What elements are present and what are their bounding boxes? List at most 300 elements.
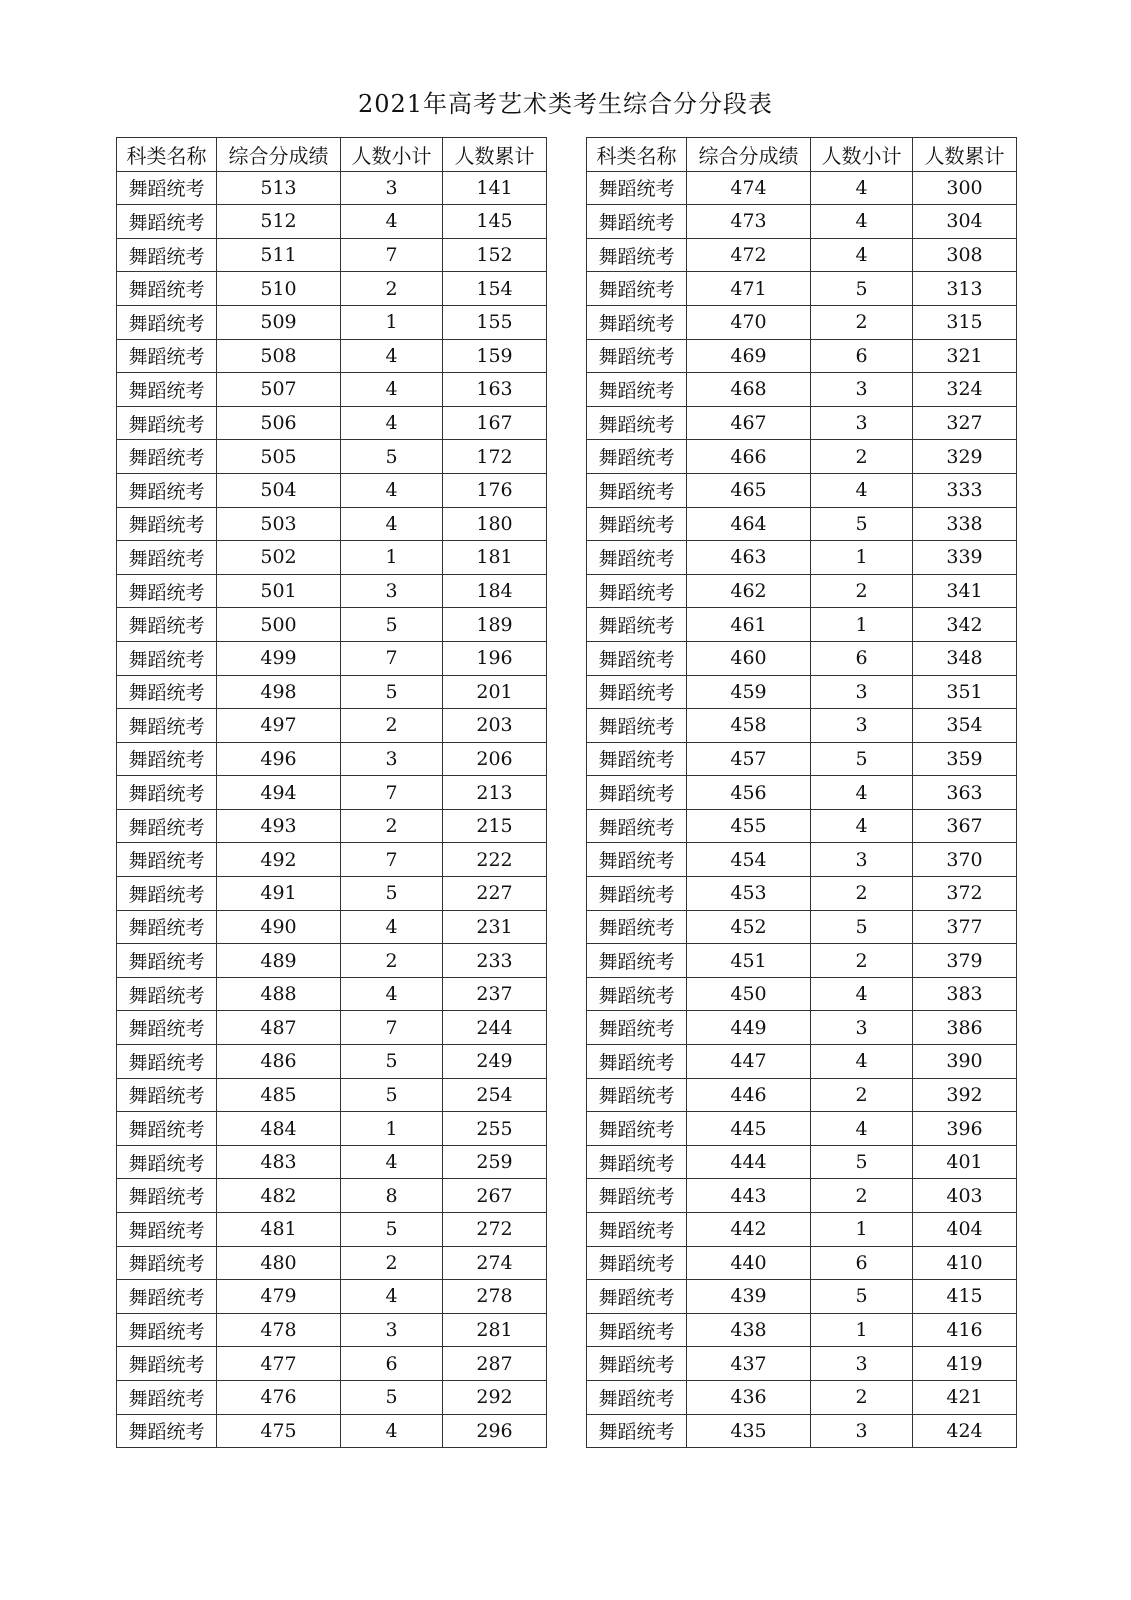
cumulative-cell: 233 <box>443 944 547 978</box>
category-cell: 舞蹈统考 <box>117 843 217 877</box>
score-cell: 455 <box>687 809 811 843</box>
category-cell: 舞蹈统考 <box>117 1380 217 1414</box>
score-cell: 505 <box>217 440 341 474</box>
score-cell: 459 <box>687 675 811 709</box>
category-cell: 舞蹈统考 <box>117 1280 217 1314</box>
table-row <box>587 1045 1017 1079</box>
count-cell: 4 <box>341 1145 443 1179</box>
count-cell: 2 <box>811 877 913 911</box>
category-cell: 舞蹈统考 <box>587 608 687 642</box>
score-cell: 468 <box>687 373 811 407</box>
table-row <box>587 205 1017 239</box>
table-row <box>117 238 547 272</box>
category-cell: 舞蹈统考 <box>117 877 217 911</box>
category-cell: 舞蹈统考 <box>587 1347 687 1381</box>
category-cell: 舞蹈统考 <box>587 272 687 306</box>
category-cell: 舞蹈统考 <box>117 608 217 642</box>
count-cell: 4 <box>811 776 913 810</box>
cumulative-cell: 333 <box>913 473 1017 507</box>
count-cell: 2 <box>341 944 443 978</box>
header-score: 综合分成绩 <box>217 138 341 172</box>
count-cell: 4 <box>811 171 913 205</box>
cumulative-cell: 329 <box>913 440 1017 474</box>
count-cell: 4 <box>811 473 913 507</box>
cumulative-cell: 152 <box>443 238 547 272</box>
cumulative-cell: 304 <box>913 205 1017 239</box>
category-cell: 舞蹈统考 <box>587 641 687 675</box>
score-cell: 445 <box>687 1112 811 1146</box>
header-category: 科类名称 <box>587 138 687 172</box>
cumulative-cell: 342 <box>913 608 1017 642</box>
table-row <box>587 843 1017 877</box>
table-row <box>587 709 1017 743</box>
count-cell: 2 <box>811 440 913 474</box>
table-row <box>587 1313 1017 1347</box>
score-cell: 501 <box>217 574 341 608</box>
score-cell: 443 <box>687 1179 811 1213</box>
category-cell: 舞蹈统考 <box>117 373 217 407</box>
table-row <box>117 709 547 743</box>
table-row <box>587 1011 1017 1045</box>
cumulative-cell: 377 <box>913 910 1017 944</box>
cumulative-cell: 339 <box>913 541 1017 575</box>
table-row <box>587 171 1017 205</box>
count-cell: 2 <box>341 809 443 843</box>
score-cell: 471 <box>687 272 811 306</box>
table-row <box>587 608 1017 642</box>
category-cell: 舞蹈统考 <box>117 1179 217 1213</box>
count-cell: 3 <box>811 406 913 440</box>
table-body-left <box>117 171 547 1448</box>
count-cell: 3 <box>811 843 913 877</box>
score-cell: 452 <box>687 910 811 944</box>
table-row <box>587 1112 1017 1146</box>
table-row <box>117 1011 547 1045</box>
category-cell: 舞蹈统考 <box>117 440 217 474</box>
count-cell: 4 <box>341 507 443 541</box>
score-cell: 438 <box>687 1313 811 1347</box>
count-cell: 7 <box>341 776 443 810</box>
count-cell: 2 <box>811 1380 913 1414</box>
table-row <box>587 1380 1017 1414</box>
table-row <box>587 742 1017 776</box>
cumulative-cell: 184 <box>443 574 547 608</box>
table-row <box>587 1145 1017 1179</box>
count-cell: 4 <box>341 205 443 239</box>
cumulative-cell: 354 <box>913 709 1017 743</box>
count-cell: 2 <box>811 1179 913 1213</box>
score-cell: 486 <box>217 1045 341 1079</box>
score-cell: 493 <box>217 809 341 843</box>
category-cell: 舞蹈统考 <box>117 406 217 440</box>
score-cell: 484 <box>217 1112 341 1146</box>
score-cell: 451 <box>687 944 811 978</box>
count-cell: 5 <box>811 742 913 776</box>
count-cell: 6 <box>341 1347 443 1381</box>
table-row <box>117 406 547 440</box>
category-cell: 舞蹈统考 <box>587 1213 687 1247</box>
table-row <box>587 473 1017 507</box>
category-cell: 舞蹈统考 <box>117 944 217 978</box>
table-row <box>117 1179 547 1213</box>
table-row <box>117 1280 547 1314</box>
cumulative-cell: 379 <box>913 944 1017 978</box>
table-row <box>117 1313 547 1347</box>
count-cell: 5 <box>811 272 913 306</box>
score-cell: 488 <box>217 977 341 1011</box>
cumulative-cell: 404 <box>913 1213 1017 1247</box>
score-cell: 474 <box>687 171 811 205</box>
count-cell: 3 <box>811 373 913 407</box>
table-row <box>117 843 547 877</box>
count-cell: 7 <box>341 1011 443 1045</box>
category-cell: 舞蹈统考 <box>117 1213 217 1247</box>
category-cell: 舞蹈统考 <box>117 205 217 239</box>
score-cell: 446 <box>687 1078 811 1112</box>
count-cell: 8 <box>341 1179 443 1213</box>
score-cell: 473 <box>687 205 811 239</box>
table-row <box>587 877 1017 911</box>
score-cell: 462 <box>687 574 811 608</box>
count-cell: 1 <box>341 305 443 339</box>
score-cell: 487 <box>217 1011 341 1045</box>
table-row <box>587 541 1017 575</box>
cumulative-cell: 278 <box>443 1280 547 1314</box>
count-cell: 1 <box>341 541 443 575</box>
score-cell: 478 <box>217 1313 341 1347</box>
count-cell: 1 <box>811 1313 913 1347</box>
cumulative-cell: 201 <box>443 675 547 709</box>
category-cell: 舞蹈统考 <box>587 1145 687 1179</box>
cumulative-cell: 249 <box>443 1045 547 1079</box>
count-cell: 1 <box>811 608 913 642</box>
cumulative-cell: 155 <box>443 305 547 339</box>
cumulative-cell: 415 <box>913 1280 1017 1314</box>
count-cell: 3 <box>341 742 443 776</box>
cumulative-cell: 424 <box>913 1414 1017 1448</box>
count-cell: 4 <box>341 473 443 507</box>
category-cell: 舞蹈统考 <box>587 944 687 978</box>
count-cell: 3 <box>341 1313 443 1347</box>
category-cell: 舞蹈统考 <box>117 1078 217 1112</box>
category-cell: 舞蹈统考 <box>117 1145 217 1179</box>
count-cell: 2 <box>811 574 913 608</box>
cumulative-cell: 392 <box>913 1078 1017 1112</box>
count-cell: 3 <box>811 1011 913 1045</box>
category-cell: 舞蹈统考 <box>117 977 217 1011</box>
category-cell: 舞蹈统考 <box>117 1313 217 1347</box>
cumulative-cell: 386 <box>913 1011 1017 1045</box>
cumulative-cell: 327 <box>913 406 1017 440</box>
table-row <box>587 238 1017 272</box>
category-cell: 舞蹈统考 <box>587 675 687 709</box>
category-cell: 舞蹈统考 <box>587 541 687 575</box>
cumulative-cell: 372 <box>913 877 1017 911</box>
score-cell: 489 <box>217 944 341 978</box>
score-cell: 477 <box>217 1347 341 1381</box>
header-cumulative: 人数累计 <box>443 138 547 172</box>
score-cell: 464 <box>687 507 811 541</box>
score-cell: 460 <box>687 641 811 675</box>
count-cell: 4 <box>811 205 913 239</box>
count-cell: 2 <box>811 944 913 978</box>
header-category: 科类名称 <box>117 138 217 172</box>
cumulative-cell: 274 <box>443 1246 547 1280</box>
count-cell: 4 <box>811 1112 913 1146</box>
category-cell: 舞蹈统考 <box>587 877 687 911</box>
cumulative-cell: 159 <box>443 339 547 373</box>
category-cell: 舞蹈统考 <box>117 238 217 272</box>
table-row <box>587 944 1017 978</box>
score-cell: 450 <box>687 977 811 1011</box>
score-cell: 466 <box>687 440 811 474</box>
score-cell: 472 <box>687 238 811 272</box>
score-cell: 499 <box>217 641 341 675</box>
category-cell: 舞蹈统考 <box>117 641 217 675</box>
cumulative-cell: 215 <box>443 809 547 843</box>
cumulative-cell: 254 <box>443 1078 547 1112</box>
count-cell: 5 <box>341 675 443 709</box>
table-row <box>587 1179 1017 1213</box>
cumulative-cell: 416 <box>913 1313 1017 1347</box>
table-row <box>587 574 1017 608</box>
score-cell: 439 <box>687 1280 811 1314</box>
category-cell: 舞蹈统考 <box>117 1045 217 1079</box>
score-cell: 483 <box>217 1145 341 1179</box>
count-cell: 2 <box>811 1078 913 1112</box>
count-cell: 3 <box>811 1347 913 1381</box>
score-cell: 447 <box>687 1045 811 1079</box>
score-table-left <box>116 137 547 1448</box>
category-cell: 舞蹈统考 <box>117 1414 217 1448</box>
category-cell: 舞蹈统考 <box>117 339 217 373</box>
category-cell: 舞蹈统考 <box>587 574 687 608</box>
category-cell: 舞蹈统考 <box>117 305 217 339</box>
table-row <box>587 339 1017 373</box>
table-row <box>117 809 547 843</box>
cumulative-cell: 315 <box>913 305 1017 339</box>
score-cell: 482 <box>217 1179 341 1213</box>
score-cell: 513 <box>217 171 341 205</box>
table-row <box>117 272 547 306</box>
score-cell: 469 <box>687 339 811 373</box>
table-row <box>117 877 547 911</box>
cumulative-cell: 154 <box>443 272 547 306</box>
count-cell: 5 <box>341 440 443 474</box>
category-cell: 舞蹈统考 <box>587 171 687 205</box>
table-row <box>587 910 1017 944</box>
score-cell: 437 <box>687 1347 811 1381</box>
count-cell: 4 <box>811 977 913 1011</box>
cumulative-cell: 141 <box>443 171 547 205</box>
table-row <box>117 1045 547 1079</box>
score-cell: 454 <box>687 843 811 877</box>
count-cell: 7 <box>341 238 443 272</box>
category-cell: 舞蹈统考 <box>587 977 687 1011</box>
cumulative-cell: 348 <box>913 641 1017 675</box>
category-cell: 舞蹈统考 <box>587 1011 687 1045</box>
cumulative-cell: 272 <box>443 1213 547 1247</box>
category-cell: 舞蹈统考 <box>587 373 687 407</box>
category-cell: 舞蹈统考 <box>587 1280 687 1314</box>
score-cell: 502 <box>217 541 341 575</box>
table-row <box>117 776 547 810</box>
score-cell: 512 <box>217 205 341 239</box>
category-cell: 舞蹈统考 <box>587 776 687 810</box>
count-cell: 4 <box>341 406 443 440</box>
table-row <box>117 1380 547 1414</box>
count-cell: 4 <box>811 1045 913 1079</box>
category-cell: 舞蹈统考 <box>587 843 687 877</box>
cumulative-cell: 421 <box>913 1380 1017 1414</box>
category-cell: 舞蹈统考 <box>117 507 217 541</box>
category-cell: 舞蹈统考 <box>587 1078 687 1112</box>
cumulative-cell: 176 <box>443 473 547 507</box>
score-cell: 494 <box>217 776 341 810</box>
score-cell: 456 <box>687 776 811 810</box>
category-cell: 舞蹈统考 <box>117 709 217 743</box>
category-cell: 舞蹈统考 <box>587 339 687 373</box>
table-row <box>587 272 1017 306</box>
table-row <box>117 1414 547 1448</box>
table-row <box>117 641 547 675</box>
score-cell: 465 <box>687 473 811 507</box>
cumulative-cell: 181 <box>443 541 547 575</box>
count-cell: 1 <box>811 541 913 575</box>
category-cell: 舞蹈统考 <box>587 1179 687 1213</box>
score-cell: 497 <box>217 709 341 743</box>
cumulative-cell: 401 <box>913 1145 1017 1179</box>
cumulative-cell: 341 <box>913 574 1017 608</box>
score-cell: 500 <box>217 608 341 642</box>
category-cell: 舞蹈统考 <box>117 1246 217 1280</box>
count-cell: 4 <box>341 1280 443 1314</box>
category-cell: 舞蹈统考 <box>117 910 217 944</box>
table-row <box>117 205 547 239</box>
score-cell: 479 <box>217 1280 341 1314</box>
category-cell: 舞蹈统考 <box>587 305 687 339</box>
category-cell: 舞蹈统考 <box>117 1347 217 1381</box>
category-cell: 舞蹈统考 <box>117 272 217 306</box>
count-cell: 5 <box>341 1380 443 1414</box>
table-row <box>587 373 1017 407</box>
category-cell: 舞蹈统考 <box>117 1011 217 1045</box>
cumulative-cell: 203 <box>443 709 547 743</box>
cumulative-cell: 296 <box>443 1414 547 1448</box>
table-header-row <box>587 138 1017 172</box>
count-cell: 3 <box>811 1414 913 1448</box>
count-cell: 5 <box>341 1078 443 1112</box>
table-row <box>117 541 547 575</box>
cumulative-cell: 167 <box>443 406 547 440</box>
cumulative-cell: 324 <box>913 373 1017 407</box>
count-cell: 4 <box>341 1414 443 1448</box>
score-cell: 440 <box>687 1246 811 1280</box>
score-cell: 453 <box>687 877 811 911</box>
table-row <box>117 440 547 474</box>
table-row <box>117 305 547 339</box>
category-cell: 舞蹈统考 <box>117 742 217 776</box>
count-cell: 7 <box>341 641 443 675</box>
count-cell: 2 <box>341 272 443 306</box>
count-cell: 6 <box>811 339 913 373</box>
cumulative-cell: 237 <box>443 977 547 1011</box>
cumulative-cell: 244 <box>443 1011 547 1045</box>
count-cell: 4 <box>341 373 443 407</box>
score-cell: 496 <box>217 742 341 776</box>
cumulative-cell: 338 <box>913 507 1017 541</box>
count-cell: 2 <box>341 709 443 743</box>
cumulative-cell: 163 <box>443 373 547 407</box>
score-cell: 492 <box>217 843 341 877</box>
table-row <box>117 742 547 776</box>
category-cell: 舞蹈统考 <box>587 1313 687 1347</box>
category-cell: 舞蹈统考 <box>117 574 217 608</box>
count-cell: 5 <box>341 877 443 911</box>
table-row <box>117 1145 547 1179</box>
score-cell: 506 <box>217 406 341 440</box>
count-cell: 6 <box>811 641 913 675</box>
cumulative-cell: 222 <box>443 843 547 877</box>
cumulative-cell: 359 <box>913 742 1017 776</box>
table-row <box>117 1078 547 1112</box>
cumulative-cell: 281 <box>443 1313 547 1347</box>
score-cell: 449 <box>687 1011 811 1045</box>
table-row <box>587 507 1017 541</box>
score-cell: 498 <box>217 675 341 709</box>
score-cell: 463 <box>687 541 811 575</box>
cumulative-cell: 396 <box>913 1112 1017 1146</box>
count-cell: 5 <box>341 1213 443 1247</box>
table-body-right <box>587 171 1017 1448</box>
cumulative-cell: 308 <box>913 238 1017 272</box>
count-cell: 5 <box>811 910 913 944</box>
category-cell: 舞蹈统考 <box>587 742 687 776</box>
cumulative-cell: 259 <box>443 1145 547 1179</box>
category-cell: 舞蹈统考 <box>587 1246 687 1280</box>
table-row <box>117 473 547 507</box>
table-row <box>587 305 1017 339</box>
score-cell: 476 <box>217 1380 341 1414</box>
category-cell: 舞蹈统考 <box>587 910 687 944</box>
score-cell: 510 <box>217 272 341 306</box>
cumulative-cell: 321 <box>913 339 1017 373</box>
cumulative-cell: 206 <box>443 742 547 776</box>
table-row <box>117 507 547 541</box>
cumulative-cell: 390 <box>913 1045 1017 1079</box>
cumulative-cell: 363 <box>913 776 1017 810</box>
category-cell: 舞蹈统考 <box>587 1414 687 1448</box>
count-cell: 5 <box>341 608 443 642</box>
count-cell: 1 <box>341 1112 443 1146</box>
cumulative-cell: 300 <box>913 171 1017 205</box>
score-cell: 491 <box>217 877 341 911</box>
header-score: 综合分成绩 <box>687 138 811 172</box>
count-cell: 3 <box>341 574 443 608</box>
table-row <box>587 977 1017 1011</box>
cumulative-cell: 255 <box>443 1112 547 1146</box>
score-cell: 485 <box>217 1078 341 1112</box>
count-cell: 3 <box>811 709 913 743</box>
category-cell: 舞蹈统考 <box>587 809 687 843</box>
score-cell: 511 <box>217 238 341 272</box>
score-cell: 467 <box>687 406 811 440</box>
score-cell: 503 <box>217 507 341 541</box>
table-row <box>117 1112 547 1146</box>
count-cell: 2 <box>341 1246 443 1280</box>
cumulative-cell: 370 <box>913 843 1017 877</box>
category-cell: 舞蹈统考 <box>117 809 217 843</box>
